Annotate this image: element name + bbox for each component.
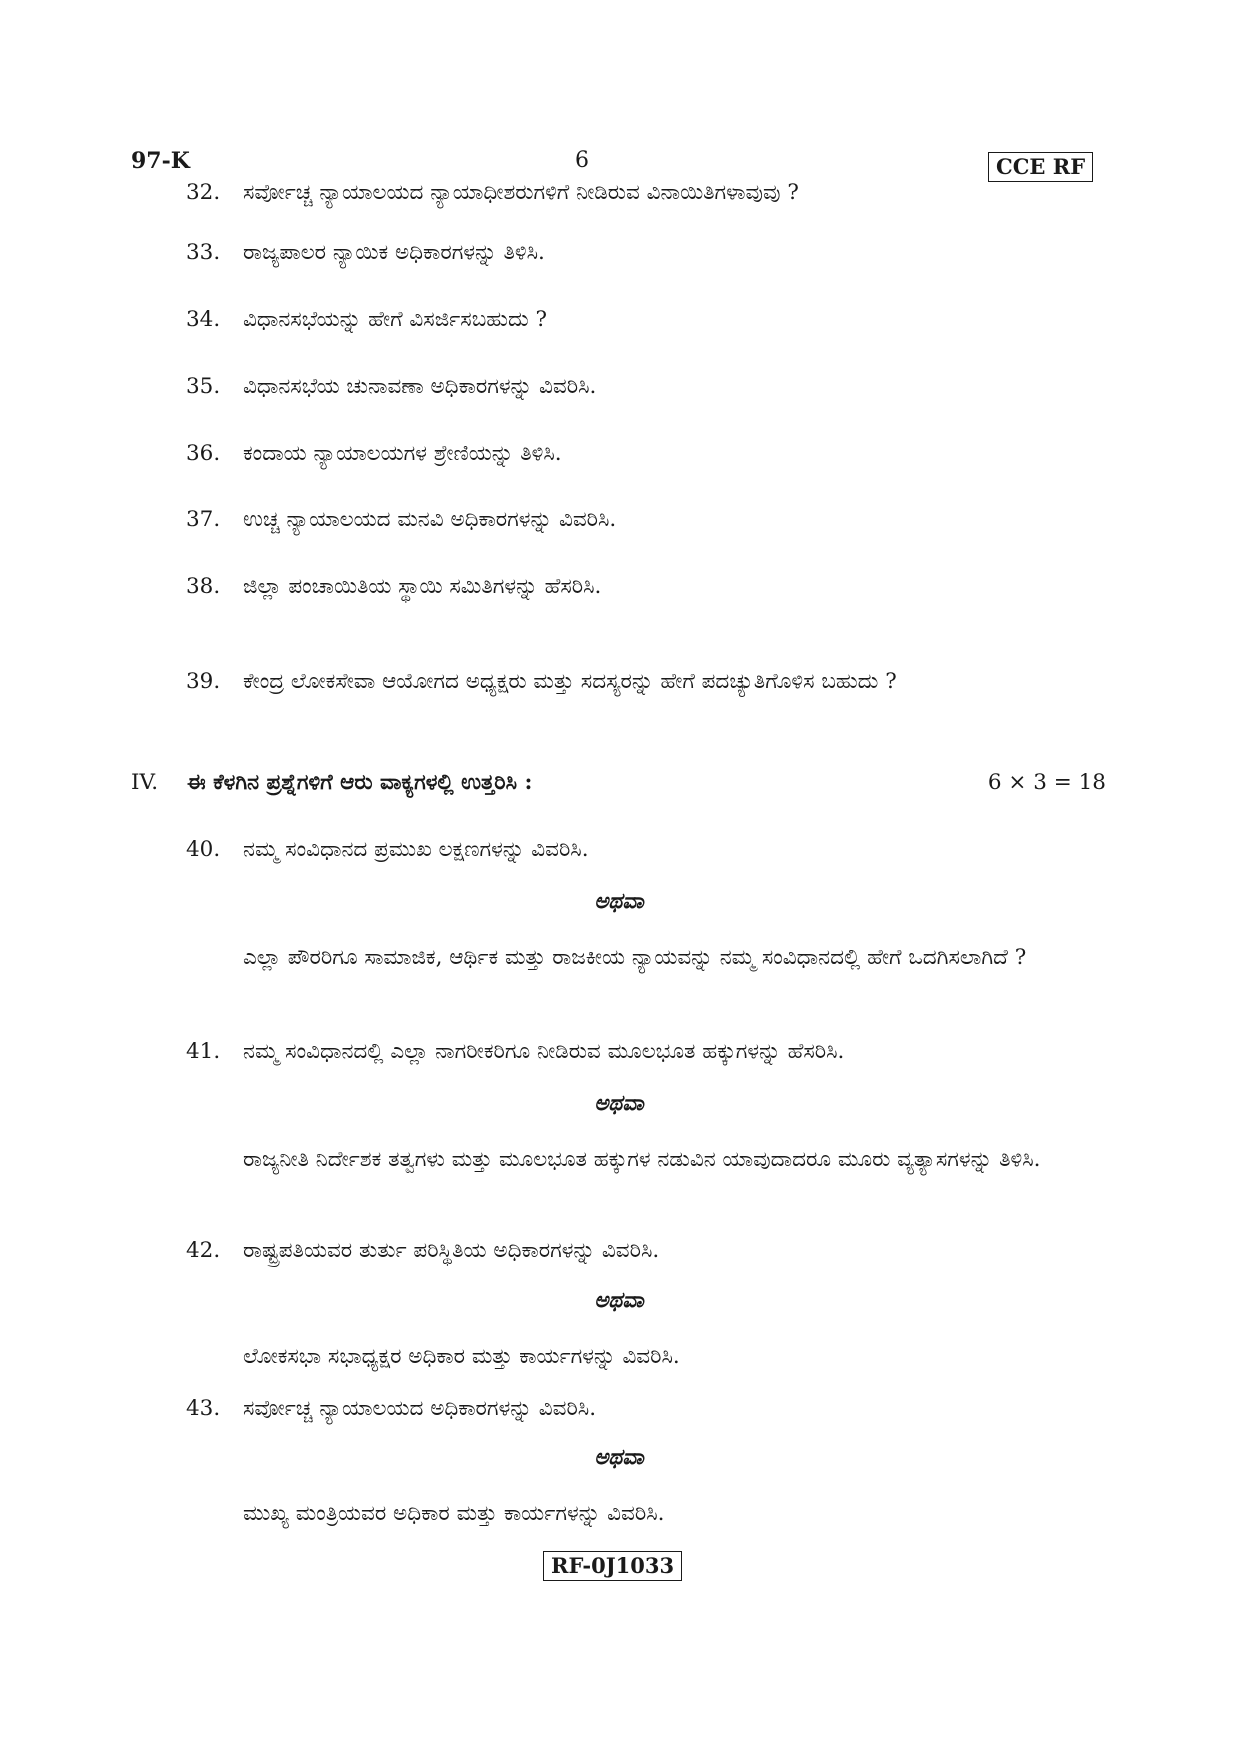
alternative-question: ಮುಖ್ಯ ಮಂತ್ರಿಯವರ ಅಧಿಕಾರ ಮತ್ತು ಕಾರ್ಯಗಳನ್ನು ವಿವರಿಸಿ.: [243, 1501, 665, 1526]
or-label: ಅಥವಾ: [594, 889, 644, 914]
question-number: 40.: [186, 837, 221, 862]
section-numeral: IV.: [131, 770, 159, 795]
page-number: 6: [575, 148, 589, 173]
alternative-question: ಲೋಕಸಭಾ ಸಭಾಧ್ಯಕ್ಷರ ಅಧಿಕಾರ ಮತ್ತು ಕಾರ್ಯಗಳನ್ನು ವಿವರಿಸಿ.: [243, 1344, 680, 1369]
question-number: 33.: [186, 240, 221, 265]
question-text: ಜಿಲ್ಲಾ ಪಂಚಾಯಿತಿಯ ಸ್ಥಾಯಿ ಸಮಿತಿಗಳನ್ನು ಹೆಸರಿಸಿ.: [243, 574, 602, 599]
alternative-question: ರಾಜ್ಯನೀತಿ ನಿರ್ದೇಶಕ ತತ್ವಗಳು ಮತ್ತು ಮೂಲಭೂತ ಹಕ್ಕುಗಳ ನಡುವಿನ ಯಾವುದಾದರೂ ಮೂರು ವ್ಯತ್ಯಾಸಗಳನ್ನು ತಿಳಿಸಿ.: [243, 1147, 1041, 1172]
or-label: ಅಥವಾ: [594, 1288, 644, 1313]
question-text: ನಮ್ಮ ಸಂವಿಧಾನದಲ್ಲಿ ಎಲ್ಲಾ ನಾಗರೀಕರಿಗೂ ನೀಡಿರುವ ಮೂಲಭೂತ ಹಕ್ಕುಗಳನ್ನು ಹೆಸರಿಸಿ.: [243, 1039, 845, 1064]
question-text: ಕೇಂದ್ರ ಲೋಕಸೇವಾ ಆಯೋಗದ ಅಧ್ಯಕ್ಷರು ಮತ್ತು ಸದಸ್ಯರನ್ನು ಹೇಗೆ ಪದಚ್ಯುತಿಗೊಳಿಸ ಬಹುದು ?: [243, 669, 897, 694]
question-number: 36.: [186, 441, 221, 466]
question-paper-code: RF-0J1033: [543, 1551, 682, 1581]
question-39: [186, 661, 1106, 745]
or-label: ಅಥವಾ: [594, 1445, 644, 1470]
question-text: ರಾಜ್ಯಪಾಲರ ನ್ಯಾಯಿಕ ಅಧಿಕಾರಗಳನ್ನು ತಿಳಿಸಿ.: [243, 240, 545, 265]
paper-code: 97-K: [131, 148, 190, 174]
question-text: ಸರ್ವೋಚ್ಚ ನ್ಯಾಯಾಲಯದ ಅಧಿಕಾರಗಳನ್ನು ವಿವರಿಸಿ.: [243, 1396, 597, 1421]
question-text: ವಿಧಾನಸಭೆಯನ್ನು ಹೇಗೆ ವಿಸರ್ಜಿಸಬಹುದು ?: [243, 307, 548, 332]
exam-type-badge: CCE RF: [988, 152, 1093, 182]
question-number: 32.: [186, 180, 221, 205]
alternative-question: ಎಲ್ಲಾ ಪೌರರಿಗೂ ಸಾಮಾಜಿಕ, ಆರ್ಥಿಕ ಮತ್ತು ರಾಜಕೀಯ ನ್ಯಾಯವನ್ನು ನಮ್ಮ ಸಂವಿಧಾನದಲ್ಲಿ ಹೇಗೆ ಒದಗಿಸಲಾಗಿದೆ ?: [243, 945, 1027, 970]
question-text: ನಮ್ಮ ಸಂವಿಧಾನದ ಪ್ರಮುಖ ಲಕ್ಷಣಗಳನ್ನು ವಿವರಿಸಿ.: [243, 837, 589, 862]
question-number: 38.: [186, 574, 221, 599]
question-number: 35.: [186, 374, 221, 399]
question-number: 39.: [186, 669, 221, 694]
question-number: 43.: [186, 1396, 221, 1421]
question-text: ಉಚ್ಚ ನ್ಯಾಯಾಲಯದ ಮನವಿ ಅಧಿಕಾರಗಳನ್ನು ವಿವರಿಸಿ.: [243, 507, 617, 532]
question-text: ಸರ್ವೋಚ್ಚ ನ್ಯಾಯಾಲಯದ ನ್ಯಾಯಾಧೀಶರುಗಳಿಗೆ ನೀಡಿರುವ ವಿನಾಯಿತಿಗಳಾವುವು ?: [243, 180, 799, 205]
question-text: ಕಂದಾಯ ನ್ಯಾಯಾಲಯಗಳ ಶ್ರೇಣಿಯನ್ನು ತಿಳಿಸಿ.: [243, 441, 562, 466]
section-marks: 6 × 3 = 18: [987, 770, 1106, 795]
question-number: 41.: [186, 1039, 221, 1064]
question-number: 42.: [186, 1238, 221, 1263]
question-text: ರಾಷ್ಟ್ರಪತಿಯವರ ತುರ್ತು ಪರಿಸ್ಥಿತಿಯ ಅಧಿಕಾರಗಳನ್ನು ವಿವರಿಸಿ.: [243, 1238, 660, 1263]
question-text: ವಿಧಾನಸಭೆಯ ಚುನಾವಣಾ ಅಧಿಕಾರಗಳನ್ನು ವಿವರಿಸಿ.: [243, 374, 597, 399]
question-number: 34.: [186, 307, 221, 332]
section-instruction: ಈ ಕೆಳಗಿನ ಪ್ರಶ್ನೆಗಳಿಗೆ ಆರು ವಾಕ್ಯಗಳಲ್ಲಿ ಉತ್ತರಿಸಿ :: [187, 770, 533, 795]
question-number: 37.: [186, 507, 221, 532]
or-label: ಅಥವಾ: [594, 1091, 644, 1116]
